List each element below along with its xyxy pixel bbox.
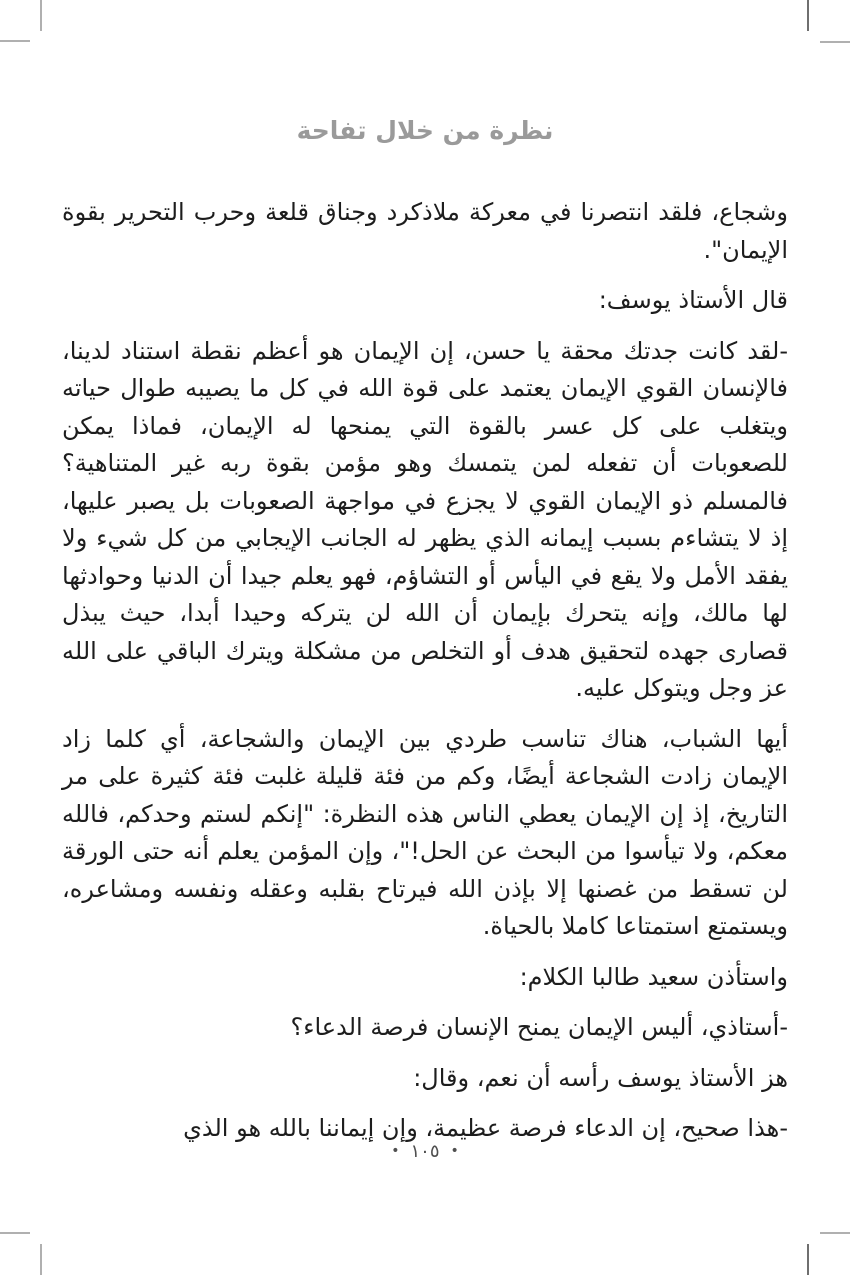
paragraph: -لقد كانت جدتك محقة يا حسن، إن الإيمان هو أعظم نقطة استناد لدينا، فالإنسان القوي الإيمان يعتمد على قوة الله في كل ما يصيبه طوال حياته ويتغلب على كل عسر بالقوة التي يمنحها له الإيمان، فماذا يمكن للصعوبات أن تفعله لمن يتمسك وهو مؤمن بقوة ربه غير المتناهية؟ فالمسلم ذو الإيمان القوي لا يجزع في مواجهة الصعوبات بل يصبر عليها، إذ لا يتشاءم بسبب إيمانه الذي يظهر له الجانب الإيجابي من كل شيء ولا يفقد الأمل ولا يقع في اليأس أو التشاؤم، فهو يعلم جيدا أن الدنيا وحوادثها لها مالك، وإنه يتحرك بإيمان أن الله لن يتركه وحيدا أبدا، حيث يبذل قصارى جهده لتحقيق هدف أو التخلص من مشكلة ويترك الباقي على الله عز وجل ويتوكل عليه. xyxy=(62,336,788,702)
crop-mark-bottom-right-vertical xyxy=(807,1244,809,1275)
paragraph: أيها الشباب، هناك تناسب طردي بين الإيمان والشجاعة، أي كلما زاد الإيمان زادت الشجاعة أيضًا، وكم من فئة قليلة غلبت فئة كثيرة على مر التاريخ، إذ إن الإيمان يعطي الناس هذه النظرة: "إنكم لستم وحدكم، فالله معكم، ولا تيأسوا من البحث عن الحل!"، وإن المؤمن يعلم أنه حتى الورقة لن تسقط من غصنها إلا بإذن الله فيرتاح بقلبه وعقله ونفسه ومشاعره، ويستمتع استمتاعا كاملا بالحياة. xyxy=(62,724,788,940)
crop-mark-bottom-right-horizontal xyxy=(820,1232,850,1234)
paragraph: -هذا صحيح، إن الدعاء فرصة عظيمة، وإن إيماننا بالله هو الذي xyxy=(183,1114,788,1142)
crop-mark-top-left-vertical xyxy=(40,0,42,31)
paragraph: -أستاذي، أليس الإيمان يمنح الإنسان فرصة الدعاء؟ xyxy=(290,1013,788,1041)
crop-mark-bottom-left-horizontal xyxy=(0,1232,30,1234)
paragraph: هز الأستاذ يوسف رأسه أن نعم، وقال: xyxy=(413,1063,788,1092)
footer-left-dot: • xyxy=(450,1143,459,1159)
chapter-title: نظرة من خلال تفاحة xyxy=(296,116,554,145)
paragraph: قال الأستاذ يوسف: xyxy=(598,286,788,314)
footer-right-dot: • xyxy=(391,1143,400,1159)
page-number-footer xyxy=(0,1141,850,1162)
crop-mark-bottom-left-vertical xyxy=(40,1244,42,1275)
paragraph: واستأذن سعيد طالبا الكلام: xyxy=(519,962,788,991)
page-content xyxy=(62,112,788,1161)
crop-mark-top-right-vertical xyxy=(807,0,809,31)
crop-mark-top-right-horizontal xyxy=(820,41,850,43)
page-number: ١٠٥ xyxy=(410,1141,440,1162)
crop-mark-top-left-horizontal xyxy=(0,40,30,42)
paragraph: وشجاع، فلقد انتصرنا في معركة ملاذكرد وجناق قلعة وحرب التحرير بقوة الإيمان". xyxy=(62,198,788,264)
